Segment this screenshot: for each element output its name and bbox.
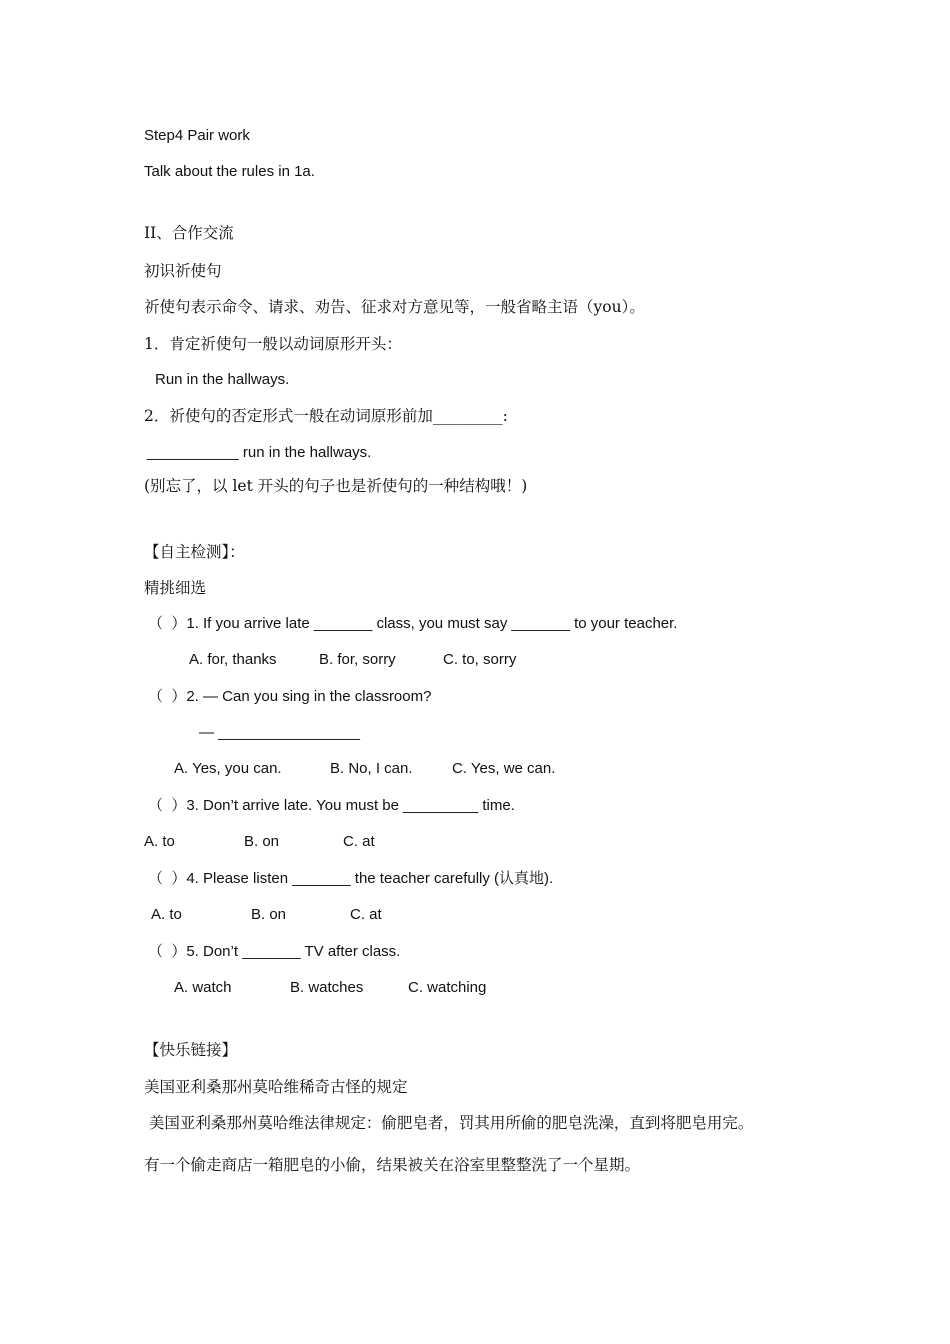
example-2: ___________ run in the hallways.: [147, 444, 372, 461]
question-5: （ ）5. Don’t _______ TV after class.: [148, 943, 401, 960]
q5-option-c: C. watching: [408, 979, 487, 996]
section2-subheading: 初识祈使句: [144, 262, 222, 280]
imperative-definition: 祈使句表示命令、请求、劝告、征求对方意见等，一般省略主语（you）。: [144, 298, 645, 316]
q5-option-b: B. watches: [290, 979, 364, 996]
q1-option-a: A. for, thanks: [189, 651, 277, 668]
selftest-subheading: 精挑细选: [144, 579, 207, 597]
q4-option-c: C. at: [350, 906, 382, 923]
example-1: Run in the hallways.: [155, 371, 290, 388]
fun-paragraph-2: 有一个偷走商店一箱肥皂的小偷，结果被关在浴室里整整洗了一个星期。: [144, 1156, 641, 1174]
rule-2: 2．祈使句的否定形式一般在动词原形前加_________:: [144, 407, 508, 425]
q2-option-b: B. No, I can.: [330, 760, 413, 777]
fun-heading: 【快乐链接】: [144, 1041, 238, 1059]
selftest-heading: 【自主检测】：: [144, 543, 245, 561]
q3-option-a: A. to: [144, 833, 175, 850]
q5-option-a: A. watch: [174, 979, 232, 996]
rule-1: 1．肯定祈使句一般以动词原形开头：: [144, 335, 402, 353]
q1-option-c: C. to, sorry: [443, 651, 517, 668]
q1-option-b: B. for, sorry: [319, 651, 396, 668]
q4-option-b: B. on: [251, 906, 287, 923]
question-2: （ ）2. — Can you sing in the classroom?: [148, 688, 432, 705]
question-1: （ ）1. If you arrive late _______ class, you must say _______ to your teacher.: [148, 615, 678, 632]
q3-option-b: B. on: [244, 833, 280, 850]
fun-title: 美国亚利桑那州莫哈维稀奇古怪的规定: [144, 1078, 408, 1096]
question-3: （ ）3. Don’t arrive late. You must be _________ time.: [148, 797, 515, 814]
q2-option-c: C. Yes, we can.: [452, 760, 556, 777]
fun-paragraph-1: 美国亚利桑那州莫哈维法律规定：偷肥皂者，罚其用所偷的肥皂洗澡，直到将肥皂用完。: [144, 1114, 754, 1132]
step4-title: Step4 Pair work: [144, 127, 250, 144]
step4-instruction: Talk about the rules in 1a.: [144, 163, 315, 180]
q4-option-a: A. to: [151, 906, 182, 923]
question-4: （ ）4. Please listen _______ the teacher carefully (认真地).: [148, 870, 554, 887]
note-let: (别忘了，以 let 开头的句子也是祈使句的一种结构哦！): [144, 477, 528, 495]
q2-answer-line: — _________________: [199, 724, 360, 741]
section2-heading: II、合作交流: [144, 224, 234, 242]
q3-option-c: C. at: [343, 833, 375, 850]
q2-option-a: A. Yes, you can.: [174, 760, 282, 777]
